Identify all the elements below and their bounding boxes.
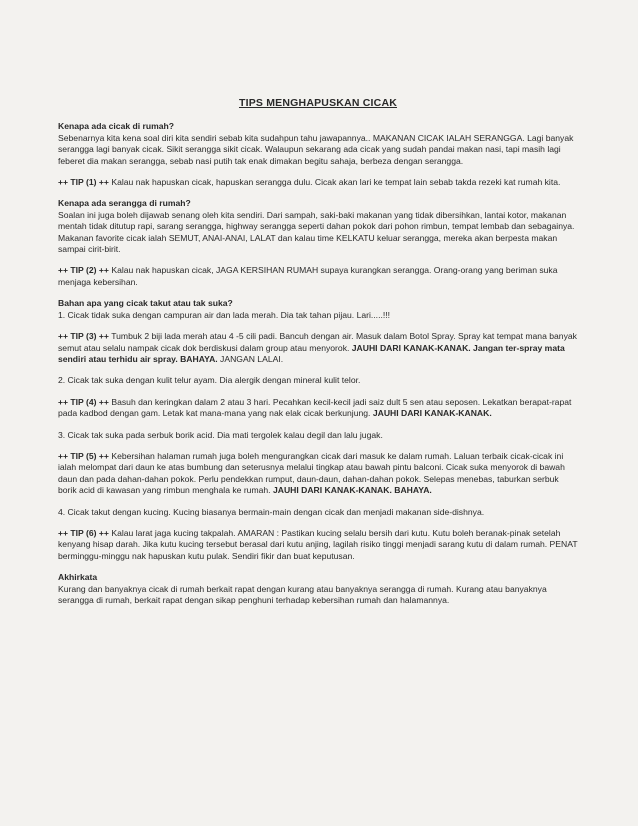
conclusion-heading: Akhirkata <box>58 572 98 583</box>
tip-1-label: ++ TIP (1) ++ <box>58 177 109 188</box>
repellent-item-4: 4. Cicak takut dengan kucing. Kucing biasanya bermain-main dengan cicak dan menjadi makanan side-dishnya. <box>58 506 485 517</box>
tip-3-label: ++ TIP (3) ++ <box>58 331 109 342</box>
tip-3-warning: JAUHI DARI KANAK-KANAK. Jangan ter-spray mata sendiri atau terhidu air spray. BAHAYA. <box>58 342 565 364</box>
tip-6-text: Kalau larat jaga kucing takpalah. AMARAN : Pastikan kucing selalu bersih dari kutu. Kutu boleh beranak-pinak setelah kenyang hisap darah. Jika kutu kucing tersebut berasal dari kutu anjing, lagilah risiko tinggi menjadi sarang kutu di dalam rumah. PENAT berminggu-minggu nak hapuskan kutu pulak. Sendiri fikir dan buat keputusan. <box>58 527 578 561</box>
tip-5-warning: JAUHI DARI KANAK-KANAK. BAHAYA. <box>272 485 432 496</box>
section-paragraph-why-lizards: Sebenarnya kita kena soal diri kita sendiri sebab kita sudahpun tahu jawapannya.. MAKANAN CICAK IALAH SERANGGA. Lagi banyak serangga lagi banyak cicak. Sikit serangga sikit cicak. Walaupun sekarang ada cicak yang sudah pandai makan nasi, tapi masih lagi feberet dia makan serangga, sebab nasi putih tak enak dimakan begitu sahaja, berbeza dengan serangga. <box>58 132 574 166</box>
section-heading-repellents: Bahan apa yang cicak takut atau tak suka? <box>58 298 233 309</box>
tip-5-label: ++ TIP (5) ++ <box>58 450 109 461</box>
tip-6 <box>58 528 578 562</box>
tip-1-text: Kalau nak hapuskan cicak, hapuskan serangga dulu. Cicak akan lari ke tempat lain sebab takda rezeki kat rumah kita. <box>108 177 561 188</box>
document-body <box>58 98 578 606</box>
section-heading-why-lizards: Kenapa ada cicak di rumah? <box>58 121 175 132</box>
tip-4-label: ++ TIP (4) ++ <box>58 396 109 407</box>
tip-3-text: Tumbuk 2 biji lada merah atau 4 -5 cili padi. Bancuh dengan air. Masuk dalam Botol Spray. Spray kat tempat mana banyak semut atau selalu nampak cicak dok berdiskusi dalam group atau menyorok. <box>58 331 577 353</box>
repellent-item-3: 3. Cicak tak suka pada serbuk borik acid. Dia mati tergolek kalau degil dan lalu jugak. <box>58 429 383 440</box>
repellent-item-1: 1. Cicak tidak suka dengan campuran air dan lada merah. Dia tak tahan pijau. Lari.....!!! <box>58 309 391 320</box>
tip-6-label: ++ TIP (6) ++ <box>58 527 109 538</box>
section-paragraph-why-insects: Soalan ini juga boleh dijawab senang oleh kita sendiri. Dari sampah, saki-baki makanan yang tidak dibersihkan, lantai kotor, makanan mentah tidak ditutup rapi, sarang serangga, highway serangga seperti dahan pokok dari pohon rimbun, tempat lembab dan sebagainya. Makanan favorite cicak ialah SEMUT, ANAI-ANAI, LALAT dan kalau time KELKATU keluar serangga, mereka akan berpesta makan sampai cirit-birit. <box>58 209 575 255</box>
section-heading-why-insects: Kenapa ada serangga di rumah? <box>58 198 191 209</box>
tip-4-warning: JAUHI DARI KANAK-KANAK. <box>372 408 492 419</box>
tip-2 <box>58 265 578 288</box>
tip-1 <box>58 177 578 188</box>
tip-3-end: JANGAN LALAI. <box>217 353 284 364</box>
tip-2-text: Kalau nak hapuskan cicak, JAGA KERSIHAN RUMAH supaya kurangkan serangga. Orang-orang yang beriman suka menjaga kebersihan. <box>58 265 558 287</box>
tip-3 <box>58 331 578 365</box>
conclusion-paragraph: Kurang dan banyaknya cicak di rumah berkait rapat dengan kurang atau banyaknya serangga di rumah. Kurang atau banyaknya serangga di rumah, berkait rapat dengan sikap penghuni terhadap kebersihan rumah dan halamannya. <box>58 583 547 605</box>
tip-4 <box>58 397 578 420</box>
repellent-item-2: 2. Cicak tak suka dengan kulit telur ayam. Dia alergik dengan mineral kulit telor. <box>58 375 361 386</box>
document-title: TIPS MENGHAPUSKAN CICAK <box>238 97 398 109</box>
tip-2-label: ++ TIP (2) ++ <box>58 265 109 276</box>
tip-5-text: Kebersihan halaman rumah juga boleh mengurangkan cicak dari masuk ke dalam rumah. Laluan terbaik cicak-cicak ini ialah melompat dari daun ke atas bumbung dan seterusnya melalui tingkap atau bawah pintu balconi. Cicak suka menyorok di bawah daun dan pada dahan-dahan pokok. Perlu pendekkan rumput, daun-daun, dahan-dahan pokok. Selepas menebas, taburkan serbuk borik acid di kawasan yang rimbun menghala ke rumah. <box>58 450 565 496</box>
tip-4-text: Basuh dan keringkan dalam 2 atau 3 hari. Pecahkan kecil-kecil jadi saiz dult 5 sen atau seposen. Lekatkan berapat-rapat pada kadbod dengan gam. Letak kat mana-mana yang nak elak cicak berkunjung. <box>58 396 572 419</box>
tip-5 <box>58 451 578 497</box>
